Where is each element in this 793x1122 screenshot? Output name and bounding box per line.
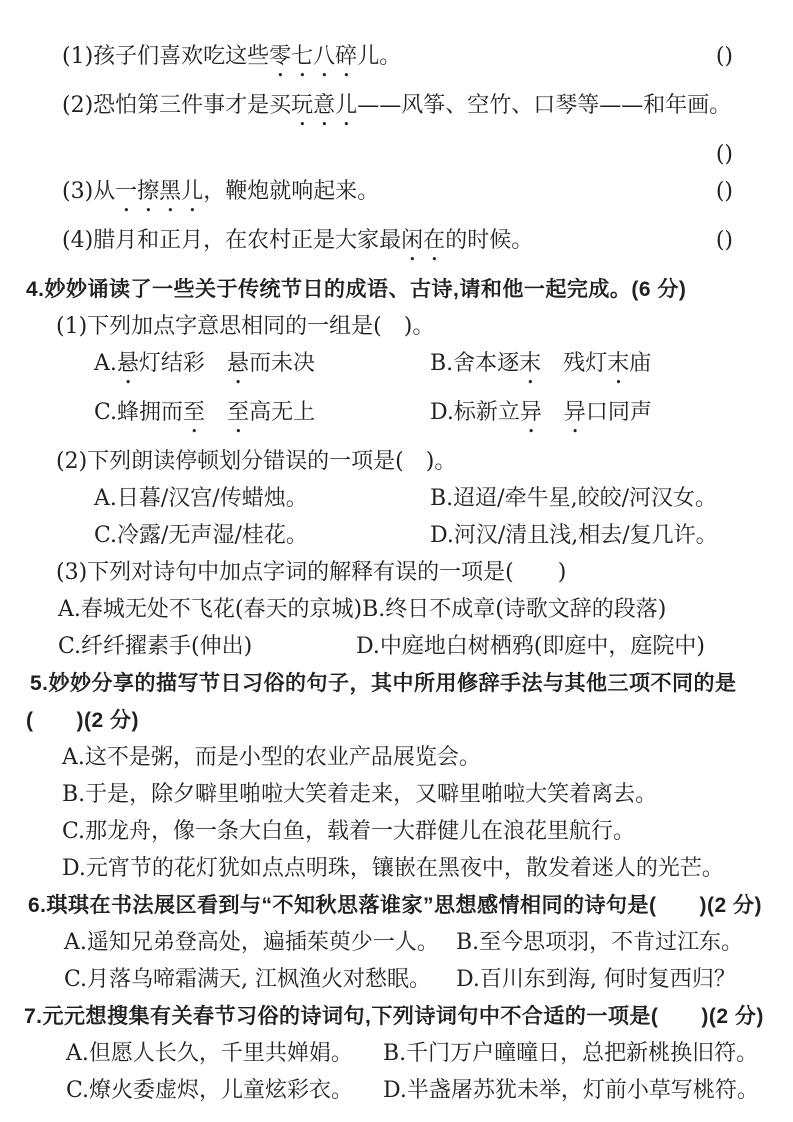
question-5-header-line-1 [0, 671, 793, 697]
text-segment: 7.元元想搜集有关春节习俗的诗词句,下列诗词句中不合适的一项是( )(2 分) [24, 1005, 764, 1028]
document-body [0, 44, 793, 1104]
open-paren: ( [715, 179, 725, 204]
text-segment: D.标新立 [430, 400, 520, 425]
text-segment: A.但愿人长久，千里共婵娟。 [66, 1041, 353, 1066]
text-segment: (2)恐怕第三件事才是买 [62, 93, 292, 118]
text-segment: D.河汉/清且浅,相去/复几许。 [430, 523, 718, 548]
q7-options-ab [0, 1041, 793, 1067]
text-segment: B.于是，除夕噼里啪啦大笑着走来，又噼里啪啦大笑着离去。 [62, 782, 658, 807]
judgement-item-1 [0, 44, 793, 82]
emphasized-text-segment: 零七八碎 [269, 44, 358, 69]
text-segment: B.迢迢/牵牛星,皎皎/河汉女。 [430, 486, 717, 511]
question-7-header [0, 1004, 793, 1030]
option-right [383, 1041, 758, 1067]
judgement-item-2-answer-brackets [0, 142, 793, 168]
option-right [456, 967, 736, 993]
option-right [383, 1078, 759, 1104]
text-segment: C.纤纤擢素手(伸出) [58, 634, 253, 659]
judgement-item-2 [0, 93, 793, 131]
option-left [64, 930, 456, 956]
line-text [62, 782, 657, 808]
judgement-item-4 [0, 228, 793, 266]
text-segment: (1)孩子们喜欢吃这些 [62, 44, 270, 69]
line-text [62, 44, 401, 82]
emphasized-text-segment: 异 [519, 400, 542, 425]
option-left [94, 486, 430, 512]
option-left [94, 351, 430, 389]
answer-bracket-group [716, 142, 793, 168]
emphasized-text-segment: 一擦黑儿 [115, 179, 204, 204]
emphasized-text-segment: 玩意儿 [291, 93, 358, 118]
line-text [62, 819, 635, 845]
emphasized-text-segment: 末 [607, 351, 630, 376]
line-text [62, 93, 731, 131]
line-text [62, 856, 724, 882]
answer-bracket-group [716, 228, 793, 254]
line-text [56, 449, 456, 475]
text-segment: B.千门万户曈曈日，总把新桃换旧符。 [383, 1041, 759, 1066]
answer-bracket-group [716, 179, 793, 205]
text-segment: 而未决 [248, 351, 315, 376]
text-segment: A.这不是粥，而是小型的农业产品展览会。 [62, 745, 481, 770]
text-segment [205, 400, 227, 425]
text-segment: A. [94, 351, 117, 376]
text-segment: A.日暮/汉宫/传蜡烛。 [94, 486, 308, 511]
close-paren: ) [724, 142, 733, 167]
question-4-header [0, 277, 793, 303]
q6-options-cd [0, 967, 793, 993]
text-segment: ——风筝、空竹、口琴等——和年画。 [357, 93, 732, 118]
text-segment: C.月落乌啼霜满天, 江枫渔火对愁眠。 [64, 967, 432, 992]
q4-3-options-ab [0, 597, 793, 623]
text-segment: 口同声 [585, 400, 652, 425]
text-segment: A.遥知兄弟登高处，遍插茱萸少一人。 [64, 930, 439, 955]
text-segment: 儿。 [357, 44, 402, 69]
q5-option-d [0, 856, 793, 882]
text-segment: B.终日不成章(诗歌文辞的段落) [362, 597, 667, 622]
line-text [30, 671, 737, 697]
text-segment: C.燎火委虚烬，儿童炫彩衣。 [66, 1078, 354, 1103]
option-left [66, 1041, 383, 1067]
option-right [430, 351, 651, 389]
question-5-header-line-2 [0, 708, 793, 734]
q5-option-b [0, 782, 793, 808]
text-segment: (3)下列对诗句中加点字词的解释有误的一项是( ) [56, 560, 567, 585]
line-text [56, 560, 566, 586]
line-text [56, 314, 434, 340]
answer-bracket-group [716, 44, 793, 70]
text-segment: C.冷露/无声湿/桂花。 [94, 523, 308, 548]
close-paren: ) [724, 228, 733, 253]
text-segment: 残灯 [541, 351, 608, 376]
line-text [28, 893, 762, 919]
q6-options-ab [0, 930, 793, 956]
q4-1-options-ab [0, 351, 793, 389]
emphasized-text-segment: 悬 [226, 351, 249, 376]
option-right [456, 930, 743, 956]
question-4-sub-2 [0, 449, 793, 475]
emphasized-text-segment: 至 [183, 400, 206, 425]
question-4-sub-1 [0, 314, 793, 340]
emphasized-text-segment: 闲在 [401, 228, 446, 253]
option-left [64, 967, 456, 993]
open-paren: ( [715, 228, 725, 253]
option-left [94, 523, 430, 549]
q4-2-options-ab [0, 486, 793, 512]
line-text [26, 277, 686, 303]
q4-3-options-cd [0, 634, 793, 660]
text-segment: 4.妙妙诵读了一些关于传统节日的成语、古诗,请和他一起完成。(6 分) [26, 278, 687, 301]
option-right [430, 400, 652, 438]
line-text [24, 1004, 764, 1030]
line-text [26, 708, 139, 734]
close-paren: ) [724, 44, 733, 69]
question-4-sub-3 [0, 560, 793, 586]
emphasized-text-segment: 异 [563, 400, 586, 425]
text-segment: (3)从 [62, 179, 116, 204]
option-left [58, 634, 356, 660]
text-segment [542, 400, 564, 425]
text-segment: D.半盏屠苏犹未举，灯前小草写桃符。 [383, 1078, 759, 1103]
line-text [62, 179, 379, 217]
question-6-header [0, 893, 793, 919]
text-segment: 高无上 [249, 400, 316, 425]
close-paren: ) [724, 179, 733, 204]
option-left [66, 1078, 383, 1104]
text-segment: B.舍本逐 [430, 351, 520, 376]
text-segment: (1)下列加点字意思相同的一组是( )。 [56, 314, 435, 339]
text-segment: 5.妙妙分享的描写节日习俗的句子，其中所用修辞手法与其他三项不同的是 [30, 672, 737, 695]
emphasized-text-segment: 至 [227, 400, 250, 425]
text-segment: (2)下列朗读停顿划分错误的一项是( )。 [56, 449, 457, 474]
text-segment: 的时候。 [445, 228, 534, 253]
text-segment: 灯结彩 [138, 351, 227, 376]
text-segment: ，鞭炮就响起来。 [203, 179, 380, 204]
option-right [430, 486, 717, 512]
line-text [62, 228, 533, 266]
text-segment: D.中庭地白树栖鸦(即庭中，庭院中) [356, 634, 706, 659]
text-segment: 庙 [629, 351, 652, 376]
emphasized-text-segment: 末 [519, 351, 542, 376]
judgement-item-3 [0, 179, 793, 217]
q4-1-options-cd [0, 400, 793, 438]
text-segment: ( )(2 分) [26, 709, 139, 732]
text-segment: A.春城无处不飞花(春天的京城) [58, 597, 363, 622]
option-left [58, 597, 362, 623]
open-paren: ( [715, 44, 725, 69]
text-segment: D.百川东到海, 何时复西归？ [456, 967, 736, 992]
text-segment: (4)腊月和正月，在农村正是大家最 [62, 228, 402, 253]
text-segment: B.至今思项羽，不肯过江东。 [456, 930, 744, 955]
option-right [430, 523, 718, 549]
text-segment: 6.琪琪在书法展区看到与“不知秋思落谁家”思想感情相同的诗句是( )(2 分) [28, 894, 762, 917]
q4-2-options-cd [0, 523, 793, 549]
q5-option-c [0, 819, 793, 845]
option-left [94, 400, 430, 438]
option-right [362, 597, 666, 623]
line-text [62, 745, 481, 771]
option-right [356, 634, 705, 660]
text-segment: C.那龙舟，像一条大白鱼，载着一大群健儿在浪花里航行。 [62, 819, 636, 844]
text-segment: D.元宵节的花灯犹如点点明珠，镶嵌在黑夜中，散发着迷人的光芒。 [62, 856, 724, 881]
open-paren: ( [715, 142, 725, 167]
emphasized-text-segment: 悬 [116, 351, 139, 376]
q7-options-cd [0, 1078, 793, 1104]
q5-option-a [0, 745, 793, 771]
text-segment: C.蜂拥而 [94, 400, 184, 425]
